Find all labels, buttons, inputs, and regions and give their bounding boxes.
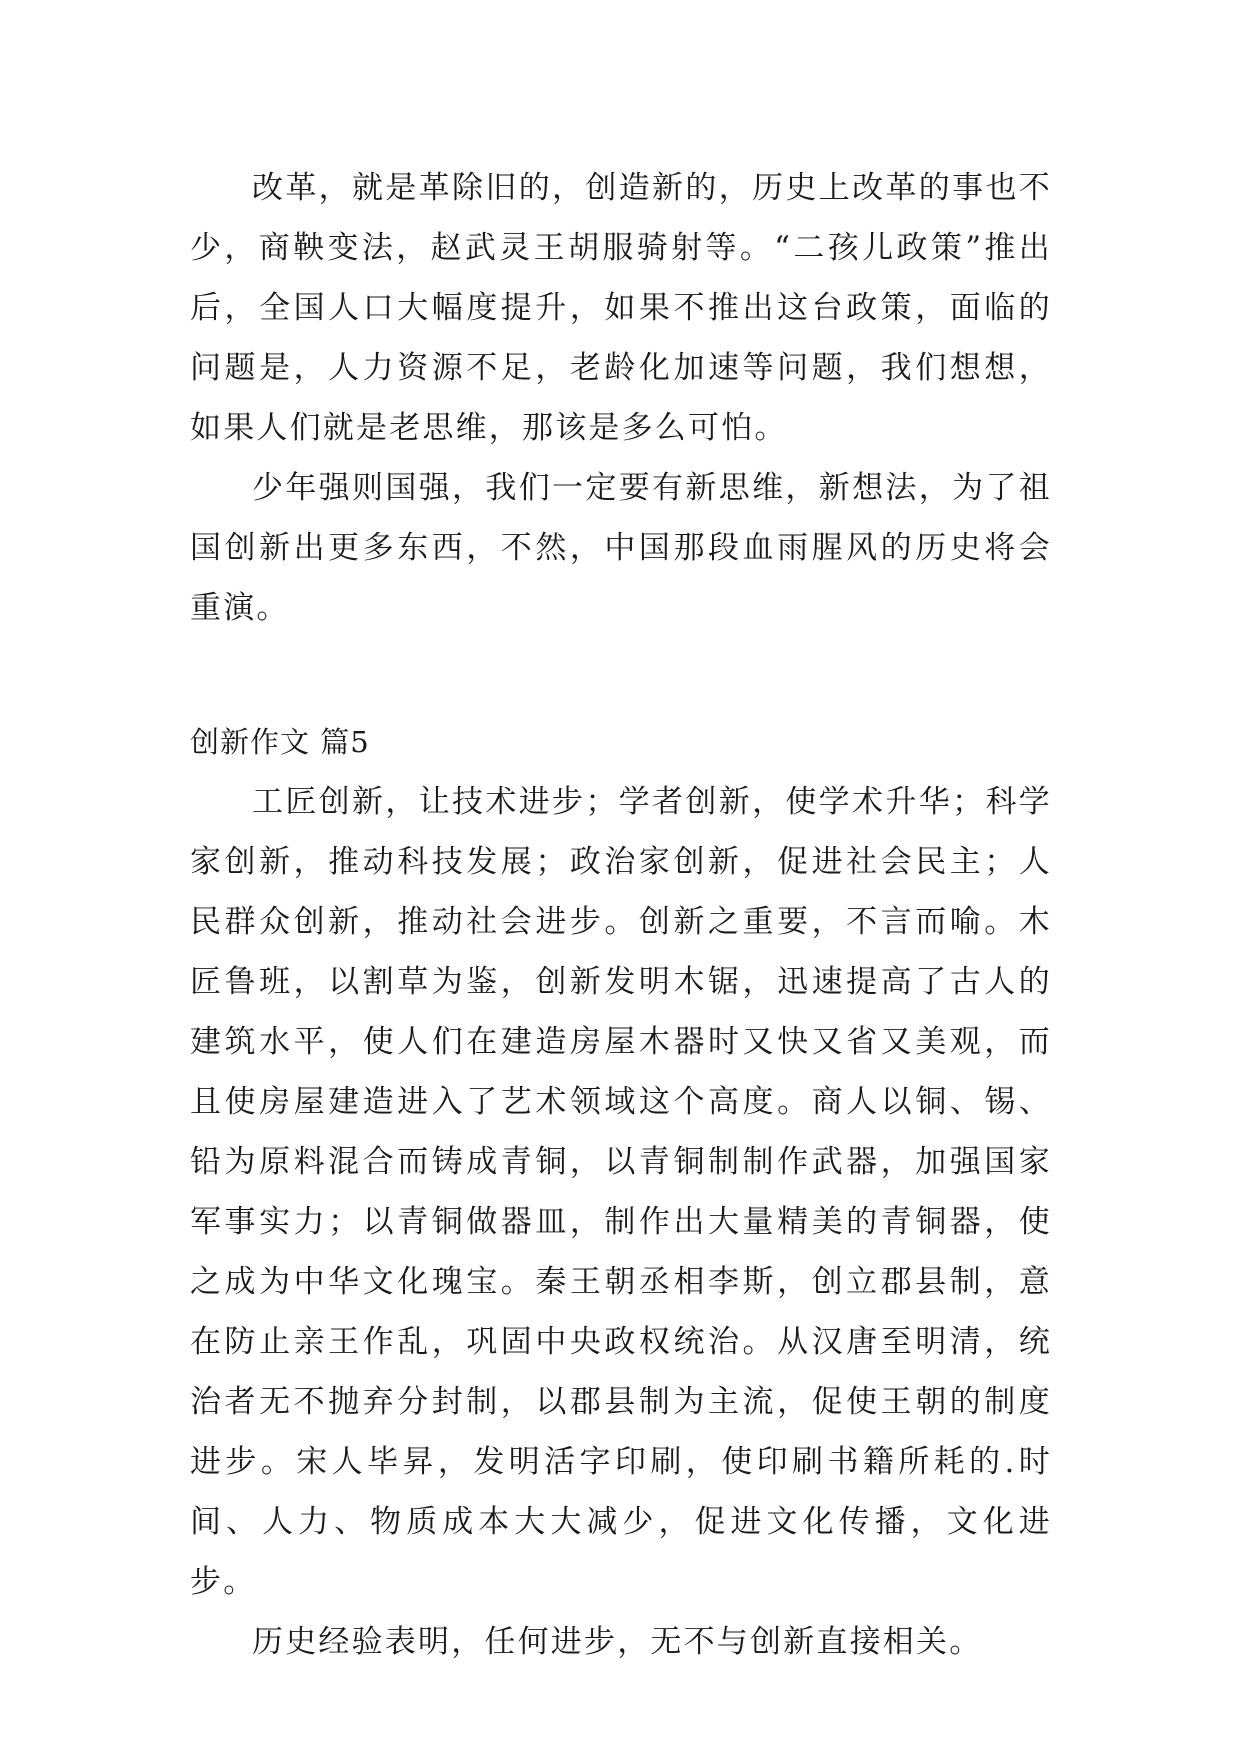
paragraph-reform: 改革，就是革除旧的，创造新的，历史上改革的事也不少，商鞅变法，赵武灵王胡服骑射等。“二孩儿政策”推出后，全国人口大幅度提升，如果不推出这台政策，面临的问题是，人力资源不足，老龄化加速等问题，我们想想，如果人们就是老思维，那该是多么可怕。 [190, 170, 1052, 446]
paragraph-youth: 少年强则国强，我们一定要有新思维，新想法，为了祖国创新出更多东西，不然，中国那段血雨腥风的历史将会重演。 [190, 470, 1052, 626]
paragraph-conclusion: 历史经验表明，任何进步，无不与创新直接相关。 [252, 1624, 983, 1660]
paragraph-innovation: 工匠创新，让技术进步；学者创新，使学术升华；科学家创新，推动科技发展；政治家创新，促进社会民主；人民群众创新，推动社会进步。创新之重要，不言而喻。木匠鲁班，以割草为鉴，创新发明木锯，迅速提高了古人的建筑水平，使人们在建造房屋木器时又快又省又美观，而且使房屋建造进入了艺术领域这个高度。商人以铜、锡、铅为原料混合而铸成青铜，以青铜制制作武器，加强国家军事实力；以青铜做器皿，制作出大量精美的青铜器，使之成为中华文化瑰宝。秦王朝丞相李斯，创立郡县制，意在防止亲王作乱，巩固中央政权统治。从汉唐至明清，统治者无不抛弃分封制，以郡县制为主流，促使王朝的制度进步。宋人毕昇，发明活字印刷，使印刷书籍所耗的.时间、人力、物质成本大大减少，促进文化传播，文化进步。 [190, 784, 1052, 1600]
document-body [190, 158, 1052, 1672]
section-heading: 创新作文 篇5 [190, 725, 370, 759]
section-spacer [190, 638, 1052, 712]
